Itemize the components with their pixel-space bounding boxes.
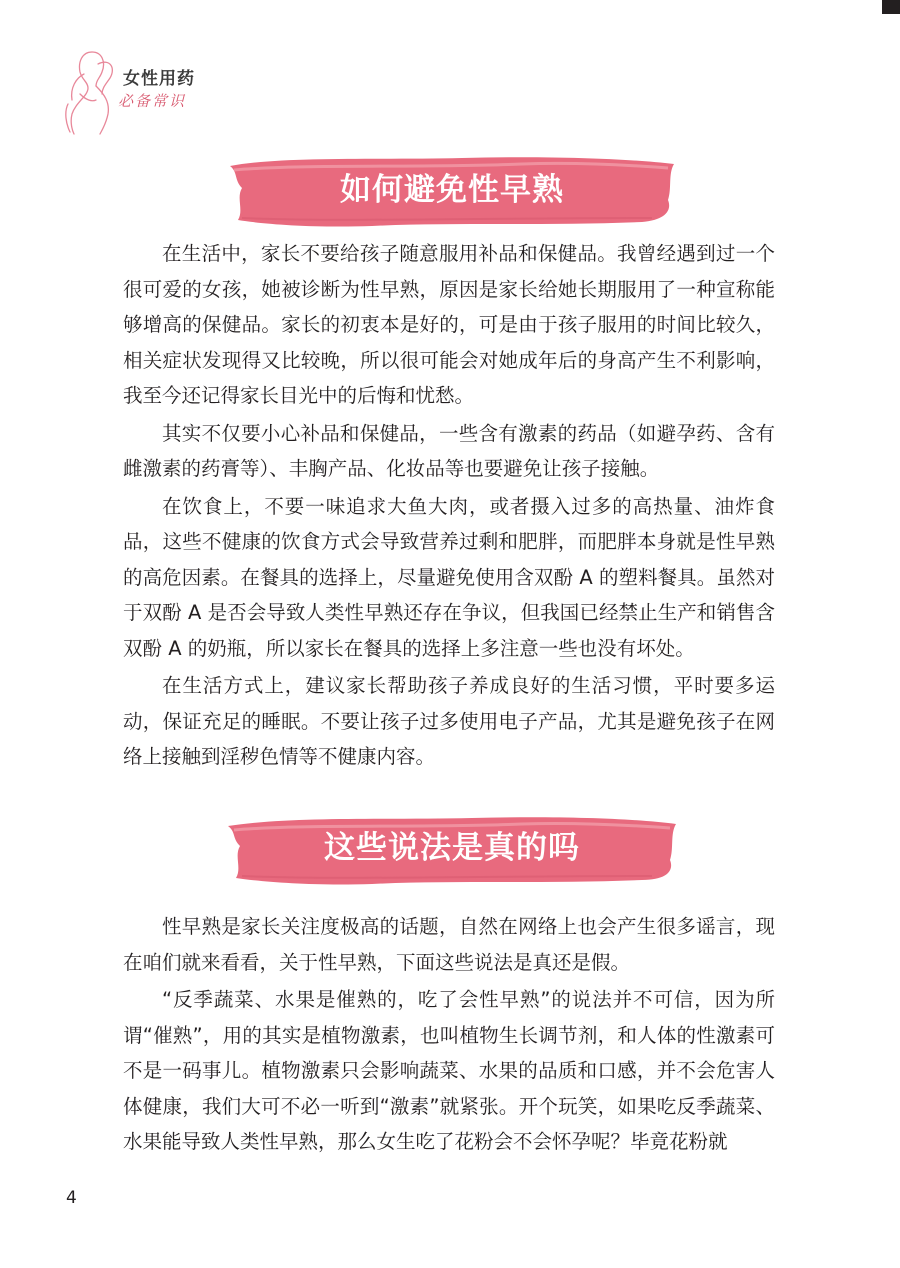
book-title: 女性用药: [123, 69, 195, 89]
book-series-logo: [58, 44, 218, 136]
paragraph: 其实不仅要小心补品和保健品，一些含有激素的药品（如避孕药、含有雌激素的药膏等）、丰胸产品、化妆品等也要避免让孩子接触。: [123, 421, 775, 480]
section-body: [123, 909, 775, 1162]
section-heading: 这些说法是真的吗: [324, 830, 580, 866]
section-body: [123, 236, 775, 777]
crop-mark: [882, 0, 900, 14]
paragraph: 在生活中，家长不要给孩子随意服用补品和保健品。我曾经遇到过一个很可爱的女孩，她被诊断为性早熟，原因是家长给她长期服用了一种宣称能够增高的保健品。家长的初衷本是好的，可是由于孩子服用的时间比较久，相关症状发现得又比较晚，所以很可能会对她成年后的身高产生不利影响，我至今还记得家长目光中的后悔和忧愁。: [123, 242, 775, 407]
paragraph: “反季蔬菜、水果是催熟的，吃了会性早熟”的说法并不可信，因为所谓“催熟”，用的其实是植物激素，也叫植物生长调节剂，和人体的性激素可不是一码事儿。植物激素只会影响蔬菜、水果的品质和口感，并不会危害人体健康，我们大可不必一听到“激素”就紧张。开个玩笑，如果吃反季蔬菜、水果能导致人类性早熟，那么女生吃了花粉会不会怀孕呢？毕竟花粉就: [123, 988, 775, 1153]
paragraph: 性早熟是家长关注度极高的话题，自然在网络上也会产生很多谣言，现在咱们就来看看，关于性早熟，下面这些说法是真还是假。: [123, 915, 775, 974]
book-subtitle: 必备常识: [118, 92, 187, 110]
section-heading-banner: [222, 806, 682, 890]
section-heading-banner: [222, 148, 682, 232]
page-number: 4: [66, 1188, 77, 1208]
section-heading: 如何避免性早熟: [340, 172, 564, 208]
paragraph: 在饮食上，不要一味追求大鱼大肉，或者摄入过多的高热量、油炸食品，这些不健康的饮食方式会导致营养过剩和肥胖，而肥胖本身就是性早熟的高危因素。在餐具的选择上，尽量避免使用含双酚 A 的塑料餐具。虽然对于双酚 A 是否会导致人类性早熟还存在争议，但我国已经禁止生产和销售含双酚 A 的奶瓶，所以家长在餐具的选择上多注意一些也没有坏处。: [123, 494, 775, 660]
paragraph: 在生活方式上，建议家长帮助孩子养成良好的生活习惯，平时要多运动，保证充足的睡眠。不要让孩子过多使用电子产品，尤其是避免孩子在网络上接触到淫秽色情等不健康内容。: [123, 674, 775, 768]
